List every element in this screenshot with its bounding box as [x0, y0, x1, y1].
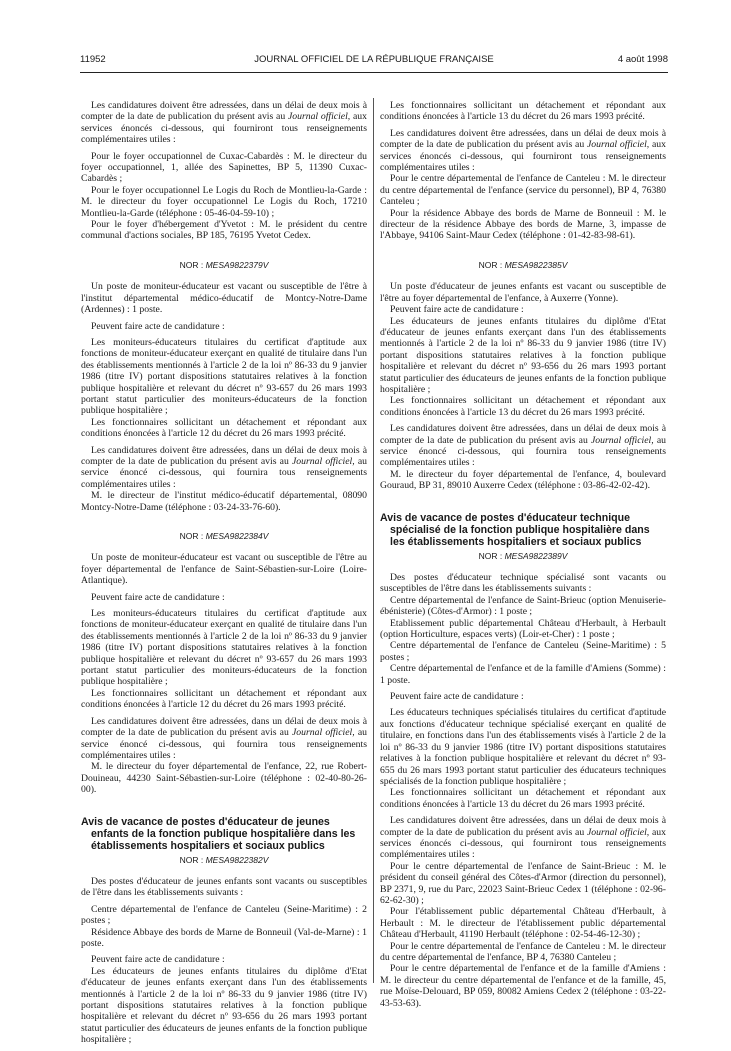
paragraph: Pour la résidence Abbaye des bords de Marne de Bonneuil : M. le directeur de la résidence Abbaye des bords de Marne, 3, impasse de l'Abbaye, 94106 Saint-Maur Cedex (téléphone : 01-42-83-98-61). — [380, 207, 666, 242]
paragraph: M. le directeur du foyer départemental de l'enfance, 4, boulevard Gouraud, BP 31, 89010 Auxerre Cedex (téléphone : 03-86-42-02-42). — [380, 468, 666, 492]
paragraph: Peuvent faire acte de candidature : — [91, 954, 225, 966]
page-header — [80, 54, 668, 70]
nor-reference: NOR : MESA9822384V — [179, 531, 269, 541]
paragraph: Peuvent faire acte de candidature : — [390, 304, 524, 316]
paragraph: Les éducateurs techniques spécialisés titulaires du certificat d'aptitude aux fonctions d'éducateur technique spécialisé exerçant en qualité de titulaire, en fonctions dans l'un des établissements visés à l'article 2 de la loi nº 86-33 du 9 janvier 1986 (titre IV) portant dispositions statutaires relatives à la fonction publique hospitalière et relevant du décret nº 93-655 du 26 mars 1993 portant statut particulier des éducateurs techniques spécialisés de la fonction publique hospitalière ; — [380, 707, 666, 787]
paragraph: Peuvent faire acte de candidature : — [91, 320, 225, 332]
paragraph: Pour le foyer d'hébergement d'Yvetot : M. le président du centre communal d'actions sociales, BP 185, 76195 Yvetot Cedex. — [81, 219, 367, 242]
paragraph: Les fonctionnaires sollicitant un détachement et répondant aux conditions énoncées à l'article 13 du décret du 26 mars 1993 précité. — [380, 100, 666, 123]
nor-reference: NOR : MESA9822379V — [179, 259, 269, 270]
paragraph: Les moniteurs-éducateurs titulaires du certificat d'aptitude aux fonctions de moniteur-éducateur exerçant en qualité de titulaire dans l'un des établissements mentionnés à l'article 2 de la loi nº 86-33 du 9 janvier 1986 (titre IV) portant dispositions statutaires relatives à la fonction publique hospitalière et relevant du décret nº 93-657 du 26 mars 1993 portant statut particulier des moniteurs-éducateurs de la fonction publique hospitalière ; — [81, 336, 367, 417]
paragraph: Un poste d'éducateur de jeunes enfants est vacant ou susceptible de l'être au foyer départemental de l'enfance, à Auxerre (Yonne). — [380, 281, 666, 304]
paragraph: Centre départemental de l'enfance et de la famille d'Amiens (Somme) : 1 poste. — [380, 663, 666, 686]
header-rule — [80, 72, 668, 73]
paragraph: Les fonctionnaires sollicitant un détachement et répondant aux conditions énoncées à l'article 12 du décret du 26 mars 1993 précité. — [81, 687, 367, 711]
paragraph: Les fonctionnaires sollicitant un détachement et répondant aux conditions énoncées à l'article 13 du décret du 26 mars 1993 précité. — [380, 395, 666, 418]
paragraph: Centre départemental de l'enfance de Canteleu (Seine-Maritime) : 2 postes ; — [81, 903, 367, 927]
paragraph: Pour le centre départemental de l'enfance de Canteleu : M. le directeur du centre départemental de l'enfance, BP 4, 76380 Canteleu ; — [380, 940, 666, 963]
paragraph: Les candidatures doivent être adressées, dans un délai de deux mois à compter de la date de publication du présent avis au Journal officiel, au service énoncé ci-dessous, qui fournira tous renseignements complémentaires utiles : — [81, 444, 367, 490]
nor-reference: NOR : MESA9822389V — [478, 550, 568, 561]
paragraph: Peuvent faire acte de candidature : — [390, 691, 524, 703]
paragraph: Un poste de moniteur-éducateur est vacant ou susceptible de l'être au foyer départemental de l'enfance de Saint-Sébastien-sur-Loire (Loire-Atlantique). — [81, 552, 367, 587]
paragraph: Pour le centre départemental de l'enfance et de la famille d'Amiens : M. le directeur du centre départemental de l'enfance et de la famille, 45, rue Moïse-Delouard, BP 059, 80082 Amiens Cedex 2 (téléphone : 03-22-43-53-63). — [380, 963, 666, 1009]
paragraph: Pour le centre départemental de l'enfance de Saint-Brieuc : M. le président du conseil général des Côtes-d'Armor (direction du personnel), BP 2371, 9, rue du Parc, 22023 Saint-Brieuc Cedex 1 (téléphone : 02-96-62-62-30) ; — [380, 860, 666, 906]
paragraph: Pour l'établissement public départemental Château d'Herbault, à Herbault : M. le directeur de l'établissement public départemental Château d'Herbault, 41190 Herbault (téléphone : 02-54-46-12-30) ; — [380, 906, 666, 941]
page-number: 11952 — [80, 54, 106, 65]
left-column — [81, 100, 367, 1051]
paragraph: Peuvent faire acte de candidature : — [91, 591, 225, 603]
paragraph: Les candidatures doivent être adressées, dans un délai de deux mois à compter de la date de publication du présent avis au Journal officiel, aux services énoncés ci-dessous, qui fourniront tous renseignements complémentaires utiles : — [81, 100, 367, 146]
journal-title: JOURNAL OFFICIEL DE LA RÉPUBLIQUE FRANÇAISE — [254, 54, 494, 65]
section-heading: Avis de vacance de postes d'éducateur de jeunes enfants de la fonction publique hospitalière dans les établissements hospitaliers et sociaux publics — [81, 815, 356, 852]
paragraph: Etablissement public départemental Château d'Herbault, à Herbault (option Horticulture, espaces verts) (Loir-et-Cher) : 1 poste ; — [380, 617, 666, 641]
paragraph: Centre départemental de l'enfance de Canteleu (Seine-Maritime) : 5 postes ; — [380, 640, 666, 663]
publication-date: 4 août 1998 — [617, 54, 668, 65]
nor-reference: NOR : MESA9822382V — [179, 854, 269, 865]
paragraph: Les candidatures doivent être adressées, dans un délai de deux mois à compter de la date de publication du présent avis au Journal officiel, aux services énoncés ci-dessous, qui fourniront tous renseignements complémentaires utiles : — [380, 127, 666, 174]
paragraph: Résidence Abbaye des bords de Marne de Bonneuil (Val-de-Marne) : 1 poste. — [81, 926, 367, 949]
paragraph: Les candidatures doivent être adressées, dans un délai de deux mois à compter de la date de publication du présent avis au Journal officiel, au service énoncé ci-dessous, qui fournira tous renseignements complémentaires utiles : — [380, 423, 666, 469]
paragraph: Pour le centre départemental de l'enfance de Canteleu : M. le directeur du centre départemental de l'enfance (service du personnel), BP 4, 76380 Canteleu ; — [380, 173, 666, 208]
paragraph: Centre départemental de l'enfance de Saint-Brieuc (option Menuiserie-ébénisterie) (Côtes-d'Armor) : 1 poste ; — [380, 594, 666, 618]
paragraph: Les éducateurs de jeunes enfants titulaires du diplôme d'Etat d'éducateur de jeunes enfants exerçant dans l'un des établissements mentionnés à l'article 2 de la loi nº 86-33 du 9 janvier 1986 (titre IV) portant dispositions statutaires relatives à la fonction publique hospitalière et relevant du décret nº 93-656 du 26 mars 1993 portant statut particulier des éducateurs de jeunes enfants de la fonction publique hospitalière ; — [380, 315, 666, 395]
column-divider — [373, 98, 374, 983]
paragraph: Les éducateurs de jeunes enfants titulaires du diplôme d'Etat d'éducateur de jeunes enfants exerçant dans l'un des établissements mentionnés à l'article 2 de la loi nº 86-33 du 9 janvier 1986 (titre IV) portant dispositions statutaires relatives à la fonction publique hospitalière et relevant du décret nº 93-656 du 26 mars 1993 portant statut particulier des éducateurs de jeunes enfants de la fonction publique hospitalière ; — [81, 965, 367, 1046]
paragraph: M. le directeur du foyer départemental de l'enfance, 22, rue Robert-Douineau, 44230 Saint-Sébastien-sur-Loire (téléphone : 02-40-80-26-00). — [81, 761, 367, 796]
paragraph: Pour le foyer occupationnel Le Logis du Roch de Montlieu-la-Garde : M. le directeur du foyer occupationnel Le Logis du Roch, 17210 Montlieu-la-Garde (téléphone : 05-46-04-59-10) ; — [81, 184, 367, 219]
paragraph: Les candidatures doivent être adressées, dans un délai de deux mois à compter de la date de publication du présent avis au Journal officiel, aux services énoncés ci-dessous, qui fourniront tous renseignements complémentaires utiles : — [380, 815, 666, 861]
paragraph: Des postes d'éducateur technique spécialisé sont vacants ou susceptibles de l'être dans les établissements suivants : — [380, 572, 666, 595]
paragraph: Un poste de moniteur-éducateur est vacant ou susceptible de l'être à l'institut départemental médico-éducatif de Montcy-Notre-Dame (Ardennes) : 1 poste. — [81, 281, 367, 316]
nor-reference: NOR : MESA9822385V — [478, 259, 568, 270]
right-column — [380, 100, 666, 1014]
section-heading: Avis de vacance de postes d'éducateur technique spécialisé de la fonction publique hospitalière dans les établissements hospitaliers et sociaux publics — [380, 511, 650, 548]
paragraph: Les fonctionnaires sollicitant un détachement et répondant aux conditions énoncées à l'article 13 du décret du 26 mars 1993 précité. — [380, 787, 666, 810]
paragraph: Des postes d'éducateur de jeunes enfants sont vacants ou susceptibles de l'être dans les établissements suivants : — [81, 875, 367, 899]
paragraph: M. le directeur de l'institut médico-éducatif départemental, 08090 Montcy-Notre-Dame (téléphone : 03-24-33-76-60). — [81, 490, 367, 513]
paragraph: Pour le foyer occupationnel de Cuxac-Cabardès : M. le directeur du foyer occupationnel, 1, allée des Sapinettes, BP 5, 11390 Cuxac-Cabardès ; — [81, 150, 367, 185]
paragraph: Les candidatures doivent être adressées, dans un délai de deux mois à compter de la date de publication du présent avis au Journal officiel, au service énoncé ci-dessous, qui fournira tous renseignements complémentaires utiles : — [81, 715, 367, 761]
paragraph: Les moniteurs-éducateurs titulaires du certificat d'aptitude aux fonctions de moniteur-éducateur exerçant en qualité de titulaire dans l'un des établissements mentionnés à l'article 2 de la loi nº 86-33 du 9 janvier 1986 (titre IV) portant dispositions statutaires relatives à la fonction publique hospitalière et relevant du décret nº 93-657 du 26 mars 1993 portant statut particulier des moniteurs-éducateurs de la fonction publique hospitalière ; — [81, 608, 367, 688]
paragraph: Les fonctionnaires sollicitant un détachement et répondant aux conditions énoncées à l'article 12 du décret du 26 mars 1993 précité. — [81, 416, 367, 440]
